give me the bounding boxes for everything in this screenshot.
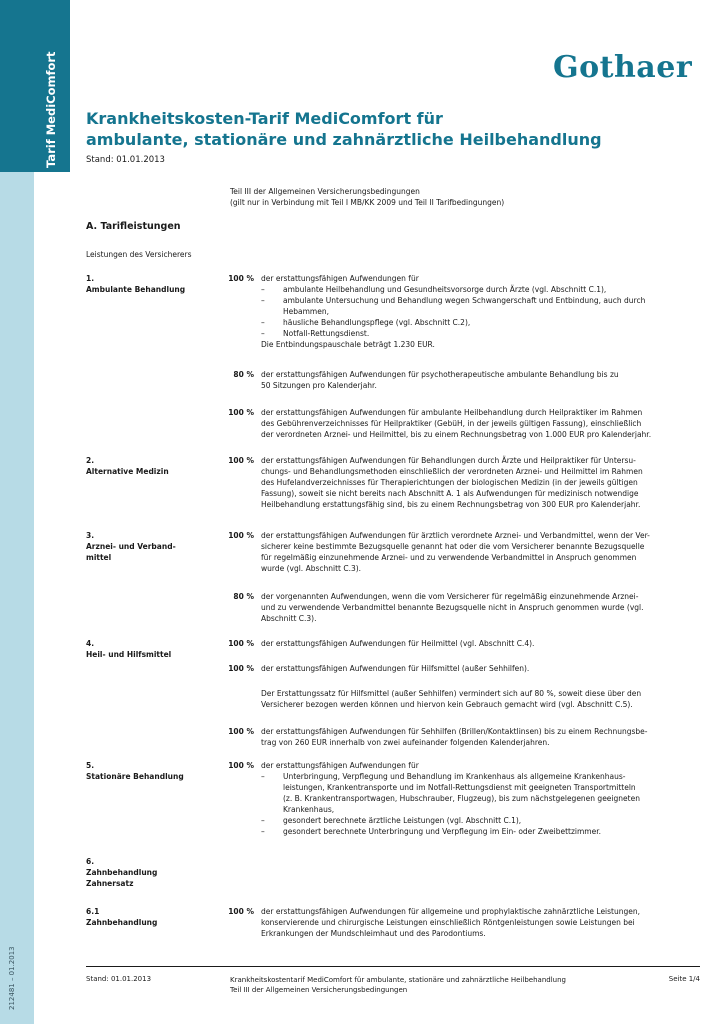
- footer-line: Teil III der Allgemeinen Versicherungsbedingungen: [230, 986, 408, 994]
- dash-continuation: Hebammen,: [283, 307, 329, 316]
- dash-item: [261, 826, 701, 837]
- text-line: der vorgenannten Aufwendungen, wenn die vom Versicherer für regelmäßig einzunehmende Arznei-: [261, 592, 639, 601]
- section-number: 6.: [86, 857, 95, 866]
- text-line: Heilbehandlung erstattungsfähig sind, bis zu einem Rechnungsbetrag von 300 EUR pro Kalenderjahr.: [261, 500, 641, 509]
- text-line: sicherer keine bestimmte Bezugsquelle genannt hat oder die vom Versicherer benannte Bezugsquelle: [261, 542, 645, 551]
- section-3-block-1: [261, 530, 701, 574]
- percent-label: 100 %: [228, 727, 254, 736]
- page-number: Seite 1/4: [668, 975, 700, 983]
- text-line: Der Erstattungssatz für Hilfsmittel (außer Sehhilfen) vermindert sich auf 80 %, soweit diese über den: [261, 689, 642, 698]
- text-line: des Hufelandverzeichnisses für Therapierichtungen der biologischen Medizin (in der jeweils gültigen: [261, 478, 638, 487]
- dash-bullet: –: [261, 827, 265, 836]
- dash-item: [261, 328, 701, 339]
- title-line-1: Krankheitskosten-Tarif MediComfort für: [86, 109, 443, 128]
- text-line: der erstattungsfähigen Aufwendungen für psychotherapeutische ambulante Behandlung bis zu: [261, 370, 619, 379]
- section-3-heading: [86, 530, 176, 563]
- text-line: für regelmäßig einzunehmende Arznei- und zu verwendende Verbandmittel in Anspruch genommen: [261, 553, 637, 562]
- dash-bullet: –: [261, 318, 265, 327]
- section-5-heading: [86, 760, 184, 782]
- dash-item: [261, 284, 701, 295]
- document-code: 212481 – 01.2013: [8, 946, 16, 1010]
- dash-bullet: –: [261, 296, 265, 305]
- stand-date: Stand: 01.01.2013: [86, 155, 165, 165]
- text-line: der erstattungsfähigen Aufwendungen für ärztlich verordnete Arznei- und Verbandmittel, wenn der Ver-: [261, 531, 650, 540]
- text-line: der erstattungsfähigen Aufwendungen für: [261, 274, 419, 283]
- leistungen-subheading: Leistungen des Versicherers: [86, 250, 192, 259]
- page-title: [86, 108, 646, 150]
- text-line: chungs- und Behandlungsmethoden einschließlich der verordneten Arznei- und Heilmittel im Rahmen: [261, 467, 643, 476]
- dash-text: gesondert berechnete ärztliche Leistungen (vgl. Abschnitt C.1),: [283, 816, 522, 825]
- text-line: konservierende und chirurgische Leistungen einschließlich Röntgenleistungen sowie Leistungen bei: [261, 918, 635, 927]
- dash-continuation: leistungen, Krankentransporte und im Notfall-Rettungsdienst mit geeigneten Transportmitteln: [283, 783, 636, 792]
- sidebar-dark-band: [0, 0, 70, 172]
- footer-divider: [86, 966, 700, 967]
- text-line: der erstattungsfähigen Aufwendungen für: [261, 761, 419, 770]
- percent-label: 80 %: [233, 592, 254, 601]
- footer-description: [230, 975, 566, 995]
- text-line: der erstattungsfähigen Aufwendungen für Heilmittel (vgl. Abschnitt C.4).: [261, 639, 535, 648]
- percent-label: 100 %: [228, 639, 254, 648]
- section-name: Stationäre Behandlung: [86, 772, 184, 781]
- percent-label: 100 %: [228, 408, 254, 417]
- dash-bullet: –: [261, 285, 265, 294]
- section-2-block: [261, 455, 701, 510]
- text-line: der erstattungsfähigen Aufwendungen für ambulante Heilbehandlung durch Heilpraktiker im Rahmen: [261, 408, 643, 417]
- section-name: Zahnbehandlung: [86, 918, 158, 927]
- section-name: Ambulante Behandlung: [86, 285, 186, 294]
- percent-label: 100 %: [228, 761, 254, 770]
- text-line: des Gebührenverzeichnisses für Heilpraktiker (GebüH, in der jeweils gültigen Fassung), einschließlich: [261, 419, 642, 428]
- dash-item: [261, 771, 701, 782]
- footer-stand: Stand: 01.01.2013: [86, 975, 152, 983]
- section-5-block: [261, 760, 701, 837]
- percent-label: 100 %: [228, 664, 254, 673]
- section-6-1-heading: [86, 906, 157, 928]
- section-number: 3.: [86, 531, 95, 540]
- text-line: 50 Sitzungen pro Kalenderjahr.: [261, 381, 377, 390]
- section-name: Arznei- und Verband-: [86, 542, 176, 551]
- section-name: Alternative Medizin: [86, 467, 169, 476]
- section-1-heading: [86, 273, 185, 295]
- text-line: und zu verwendende Verbandmittel benannte Bezugsquelle nicht in Anspruch genommen wurde (vgl.: [261, 603, 644, 612]
- percent-label: 100 %: [228, 907, 254, 916]
- text-line: trag von 260 EUR innerhalb von zwei aufeinander folgenden Kalenderjahren.: [261, 738, 550, 747]
- dash-text: gesondert berechnete Unterbringung und Verpflegung im Ein- oder Zweibettzimmer.: [283, 827, 602, 836]
- text-line: der verordneten Arznei- und Heilmittel, bis zu einem Rechnungsbetrag von 1.000 EUR pro Kalenderjahr.: [261, 430, 652, 439]
- section-6-1-block: [261, 906, 701, 939]
- sidebar-label: Tarif MediComfort: [44, 51, 58, 168]
- text-line: der erstattungsfähigen Aufwendungen für Behandlungen durch Ärzte und Heilpraktiker für Untersu-: [261, 456, 636, 465]
- section-3-block-2: [261, 591, 701, 624]
- dash-item: [261, 317, 701, 328]
- part-note: [230, 186, 504, 208]
- percent-label: 100 %: [228, 531, 254, 540]
- section-4-block-3: [261, 688, 701, 710]
- dash-text: Notfall-Rettungsdienst.: [283, 329, 370, 338]
- section-number: 4.: [86, 639, 95, 648]
- text-line: Versicherer bezogen werden können und hiervon kein Gebrauch gemacht wird (vgl. Abschnitt C.5).: [261, 700, 633, 709]
- text-line: wurde (vgl. Abschnitt C.3).: [261, 564, 362, 573]
- section-1-block-1: [261, 273, 701, 350]
- dash-bullet: –: [261, 329, 265, 338]
- section-a-heading: A. Tarifleistungen: [86, 221, 181, 232]
- dash-continuation: Krankenhaus,: [283, 805, 335, 814]
- text-line: Erkrankungen der Mundschleimhaut und des Parodontiums.: [261, 929, 486, 938]
- section-number: 2.: [86, 456, 95, 465]
- dash-item: [261, 815, 701, 826]
- section-number: 6.1: [86, 907, 100, 916]
- section-number: 1.: [86, 274, 95, 283]
- part-line-2: (gilt nur in Verbindung mit Teil I MB/KK 2009 und Teil II Tarifbedingungen): [230, 198, 505, 207]
- section-name: Heil- und Hilfsmittel: [86, 650, 172, 659]
- section-name: mittel: [86, 553, 112, 562]
- part-line-1: Teil III der Allgemeinen Versicherungsbedingungen: [230, 187, 420, 196]
- text-line: der erstattungsfähigen Aufwendungen für Sehhilfen (Brillen/Kontaktlinsen) bis zu einem Rechnungsbe-: [261, 727, 648, 736]
- text-line: der erstattungsfähigen Aufwendungen für allgemeine und prophylaktische zahnärztliche Leistungen,: [261, 907, 641, 916]
- text-line: Abschnitt C.3).: [261, 614, 317, 623]
- section-4-block-4: [261, 726, 701, 748]
- title-line-2: ambulante, stationäre und zahnärztliche Heilbehandlung: [86, 130, 602, 149]
- gothaer-logo: Gothaer: [553, 50, 693, 85]
- dash-item: [261, 295, 701, 306]
- text-line: Die Entbindungspauschale beträgt 1.230 EUR.: [261, 340, 435, 349]
- section-1-block-2: [261, 369, 701, 391]
- dash-bullet: –: [261, 772, 265, 781]
- text-line: der erstattungsfähigen Aufwendungen für Hilfsmittel (außer Sehhilfen).: [261, 664, 530, 673]
- dash-text: ambulante Heilbehandlung und Gesundheitsvorsorge durch Ärzte (vgl. Abschnitt C.1),: [283, 285, 607, 294]
- percent-label: 100 %: [228, 274, 254, 283]
- percent-label: 100 %: [228, 456, 254, 465]
- section-1-block-3: [261, 407, 701, 440]
- footer-line: Krankheitskostentarif MediComfort für ambulante, stationäre und zahnärztliche Heilbehandlung: [230, 976, 566, 984]
- dash-bullet: –: [261, 816, 265, 825]
- section-4-block-2: [261, 663, 701, 674]
- dash-text: ambulante Untersuchung und Behandlung wegen Schwangerschaft und Entbindung, auch durch: [283, 296, 646, 305]
- dash-continuation: (z. B. Krankentransportwagen, Hubschrauber, Flugzeug), bis zum nächstgelegenen geeigneten: [283, 794, 640, 803]
- section-6-heading: [86, 856, 157, 889]
- section-4-heading: [86, 638, 171, 660]
- section-name: Zahnersatz: [86, 879, 134, 888]
- section-2-heading: [86, 455, 169, 477]
- section-number: 5.: [86, 761, 95, 770]
- section-4-block-1: [261, 638, 701, 649]
- percent-label: 80 %: [233, 370, 254, 379]
- dash-text: Unterbringung, Verpflegung und Behandlung im Krankenhaus als allgemeine Krankenhaus-: [283, 772, 626, 781]
- text-line: Fassung), soweit sie nicht bereits nach Abschnitt A. 1 als Aufwendungen für medizinisch notwendige: [261, 489, 639, 498]
- dash-text: häusliche Behandlungspflege (vgl. Abschnitt C.2),: [283, 318, 471, 327]
- section-name: Zahnbehandlung: [86, 868, 158, 877]
